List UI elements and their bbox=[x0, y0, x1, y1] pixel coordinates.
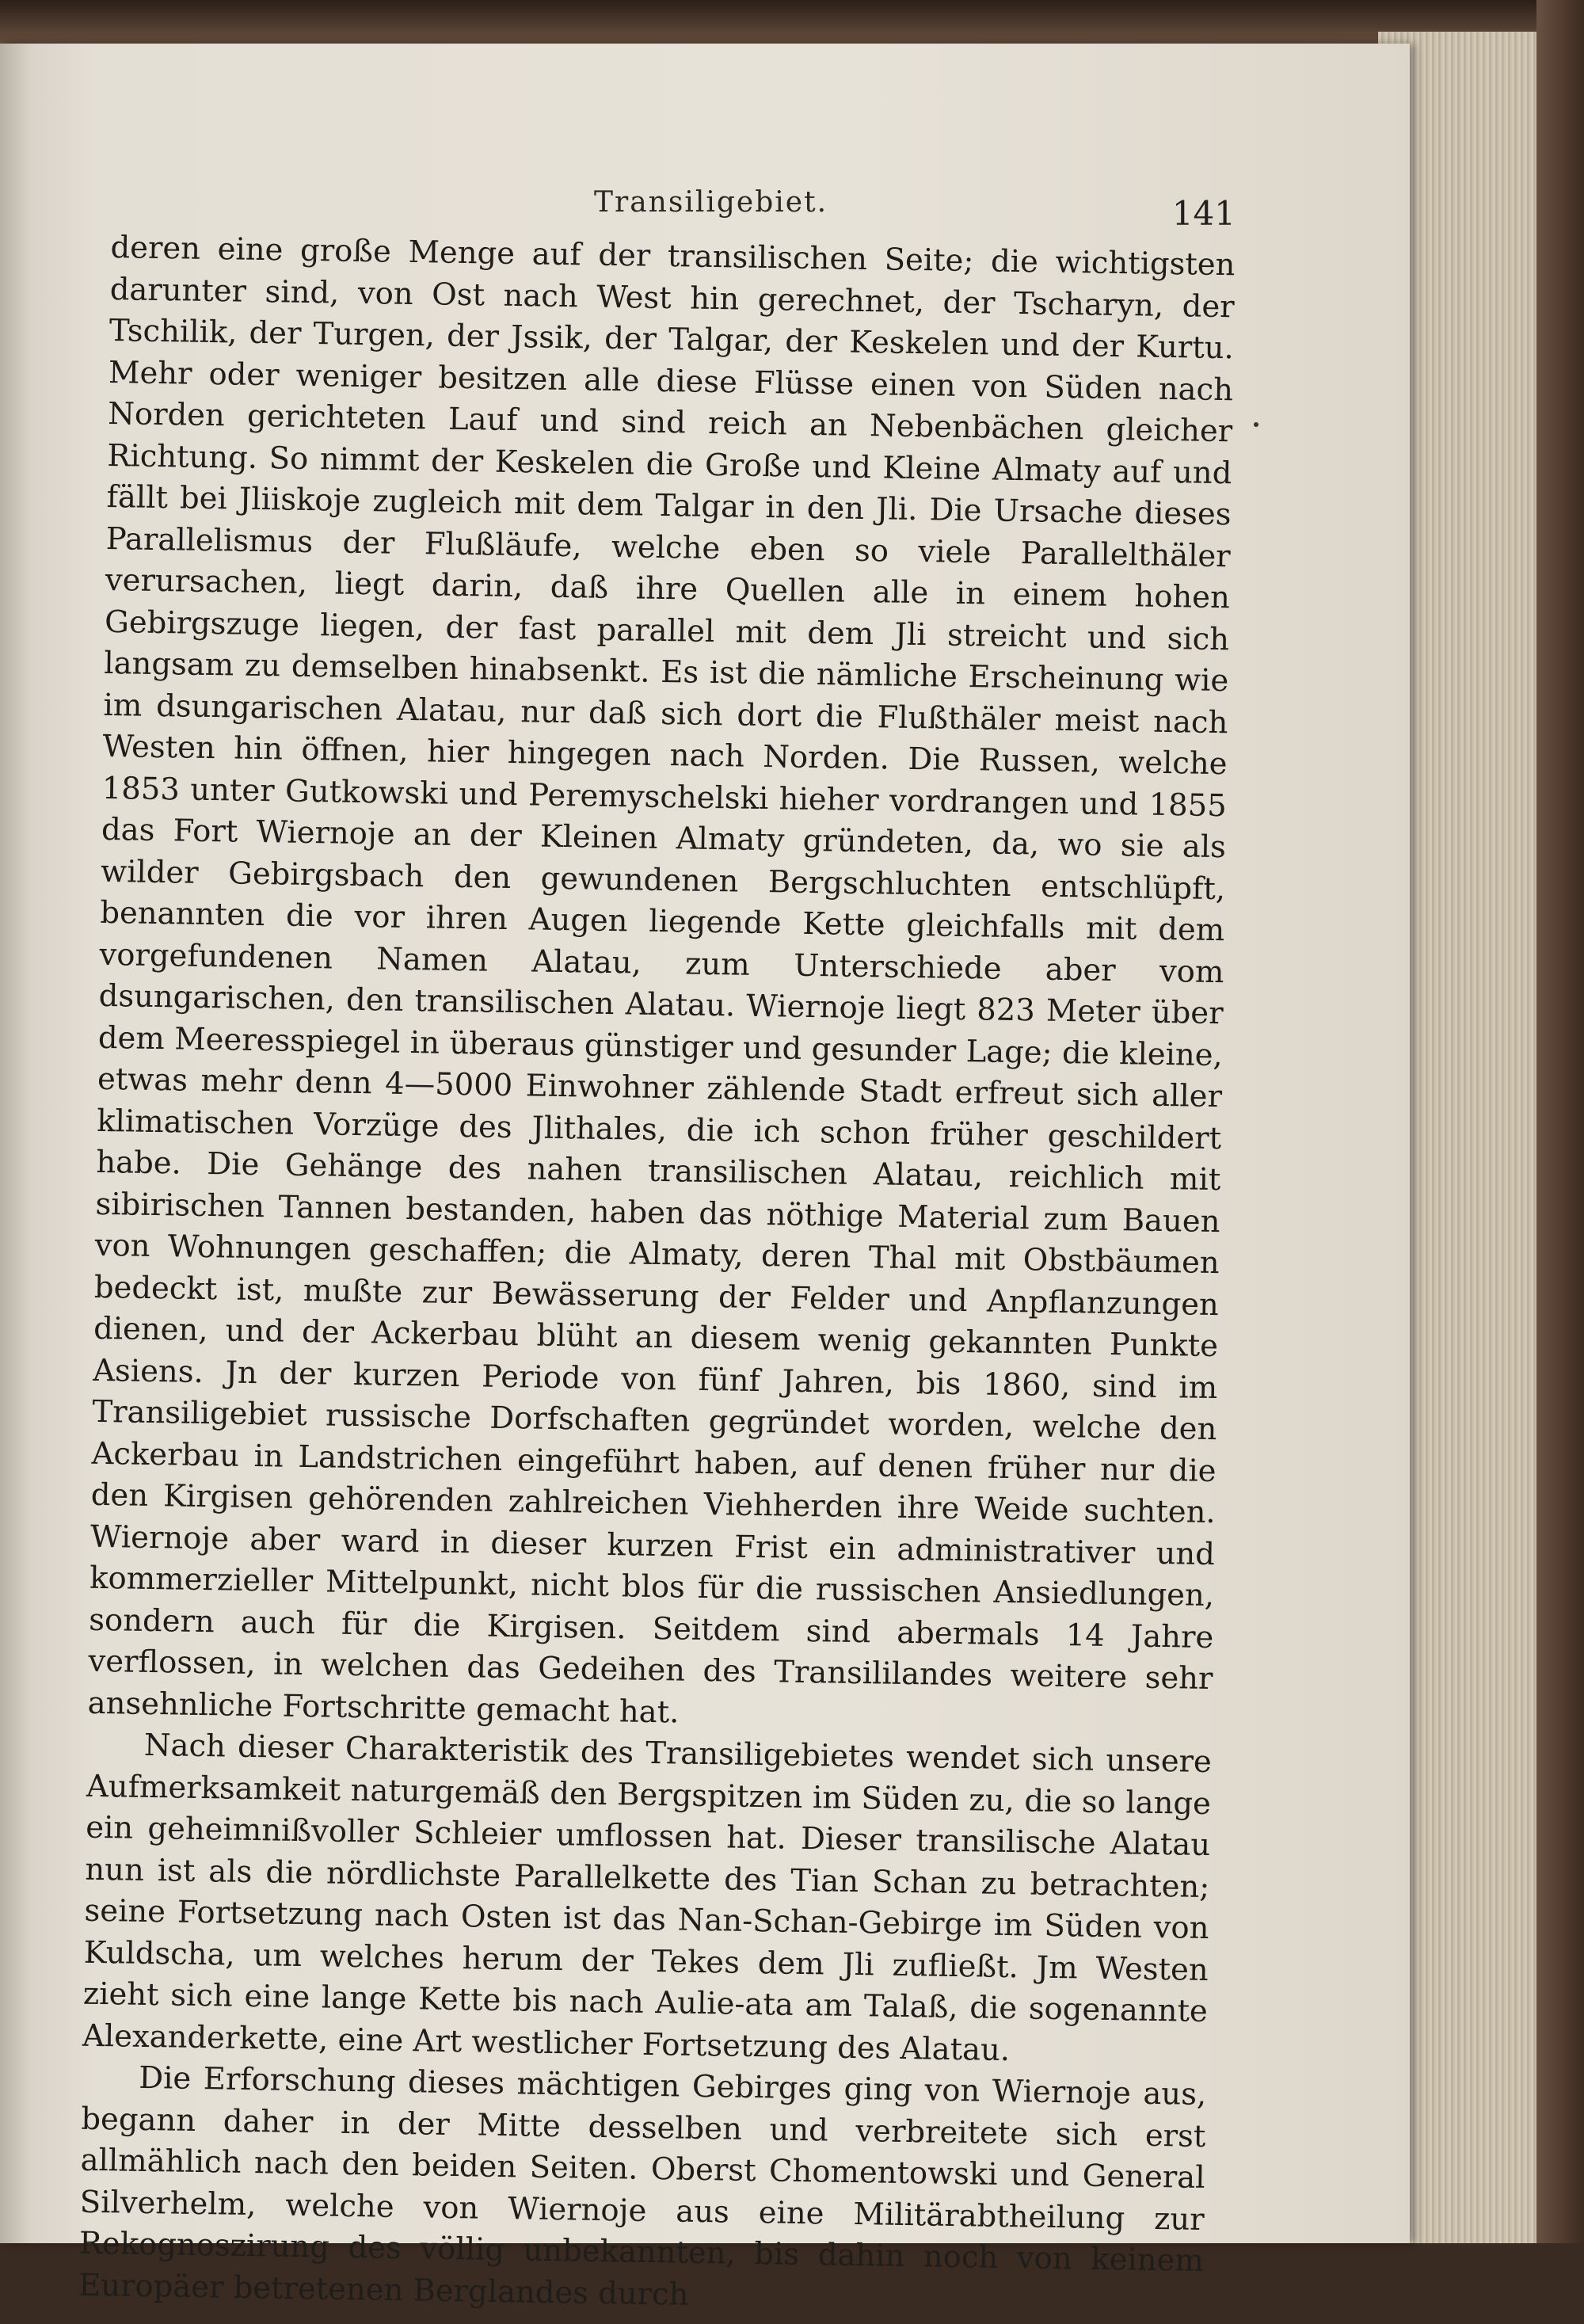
book-binding bbox=[1536, 0, 1584, 2243]
page-number: 141 bbox=[1171, 194, 1236, 233]
paper-speck bbox=[1254, 422, 1258, 427]
paragraph: Nach dieser Charakteristik des Transiligebietes wendet sich unsere Aufmerksamkeit naturgemäß den Bergspitzen im Süden zu, die so lange ein geheimnißvoller Schleier umflossen hat. Dieser transilische Alatau nun ist als die nördlichste Parallelkette des Tian Schan zu betrachten; seine Fortsetzung nach Osten ist das Nan-Schan-Gebirge im Süden von Kuldscha, um welches herum der Tekes dem Jli zufließt. Jm Westen zieht sich eine lange Kette bis nach Aulie-ata am Talaß, die sogenannte Alexanderkette, eine Art westlicher Fortsetzung des Alatau. bbox=[82, 1727, 1213, 2068]
paragraph: deren eine große Menge auf der transilischen Seite; die wichtigsten darunter sind, von Ost nach West hin gerechnet, der Tscharyn, der Tschilik, der Turgen, der Jssik, der Talgar, der Keskelen und der Kurtu. Mehr oder weniger besitzen alle diese Flüsse einen von Süden nach Norden gerichteten Lauf und sind reich an Nebenbächen gleicher Richtung. So nimmt der Keskelen die Große und Kleine Almaty auf und fällt bei Jliiskoje zugleich mit dem Talgar in den Jli. Die Ursache dieses Parallelismus der Flußläufe, welche eben so viele Parallelthäler verursachen, liegt darin, daß ihre Quellen alle in einem hohen Gebirgszuge liegen, der fast parallel mit dem Jli streicht und sich langsam zu demselben hinabsenkt. Es ist die nämliche Erscheinung wie im dsungarischen Alatau, nur daß sich dort die Flußthäler meist nach Westen hin öffnen, hier hingegen nach Norden. Die Russen, welche 1853 unter Gutkowski und Peremyschelski hieher vordrangen und 1855 das Fort Wiernoje an der Kleinen Almaty gründeten, da, wo sie als wilder Gebirgsbach den gewundenen Bergschluchten entschlüpft, benannten die vor ihren Augen liegende Kette gleichfalls mit dem vorgefundenen Namen Alatau, zum Unterschiede aber vom dsungarischen, den transilischen Alatau. Wiernoje liegt 823 Meter über dem Meeresspiegel in überaus günstiger und gesunder Lage; die kleine, etwas mehr denn 4—5000 Einwohner zählende Stadt erfreut sich aller klimatischen Vorzüge des Jlithales, die ich schon früher geschildert habe. Die Gehänge des nahen transilischen Alatau, reichlich mit sibirischen Tannen bestanden, haben das nöthige Material zum Bauen von Wohnungen geschaffen; die Almaty, deren Thal mit Obstbäumen bedeckt ist, mußte zur Bewässerung der Felder und Anpflanzungen dienen, und der Ackerbau blüht an diesem wenig gekannten Punkte Asiens. Jn der kurzen Periode von fünf Jahren, bis 1860, sind im Transiligebiet russische Dorfschaften gegründet worden, welche den Ackerbau in Landstrichen eingeführt haben, auf denen früher nur die den Kirgisen gehörenden zahlreichen Viehherden ihre Weide suchten. Wiernoje aber ward in dieser kurzen Frist ein administrativer und kommerzieller Mittelpunkt, nicht blos für die russischen Ansiedlungen, sondern auch für die Kirgisen. Seitdem sind abermals 14 Jahre verflossen, in welchen das Gedeihen des Transililandes weitere sehr ansehnliche Fortschritte gemacht hat. bbox=[87, 229, 1236, 1730]
running-head: Transiligebiet. bbox=[594, 186, 828, 219]
paragraph: Die Erforschung dieses mächtigen Gebirges ging von Wiernoje aus, begann daher in der Mitte desselben und verbreitete sich erst allmählich nach den beiden Seiten. Oberst Chomentowski und General Silverhelm, welche von Wiernoje aus eine Militärabtheilung zur Rekognoszirung des völlig unbekannten, bis dahin noch von keinem Europäer betretenen Berglandes durch bbox=[78, 2059, 1207, 2313]
page-header bbox=[111, 147, 1243, 233]
book-page bbox=[0, 44, 1410, 2313]
page-body bbox=[78, 227, 1236, 2324]
